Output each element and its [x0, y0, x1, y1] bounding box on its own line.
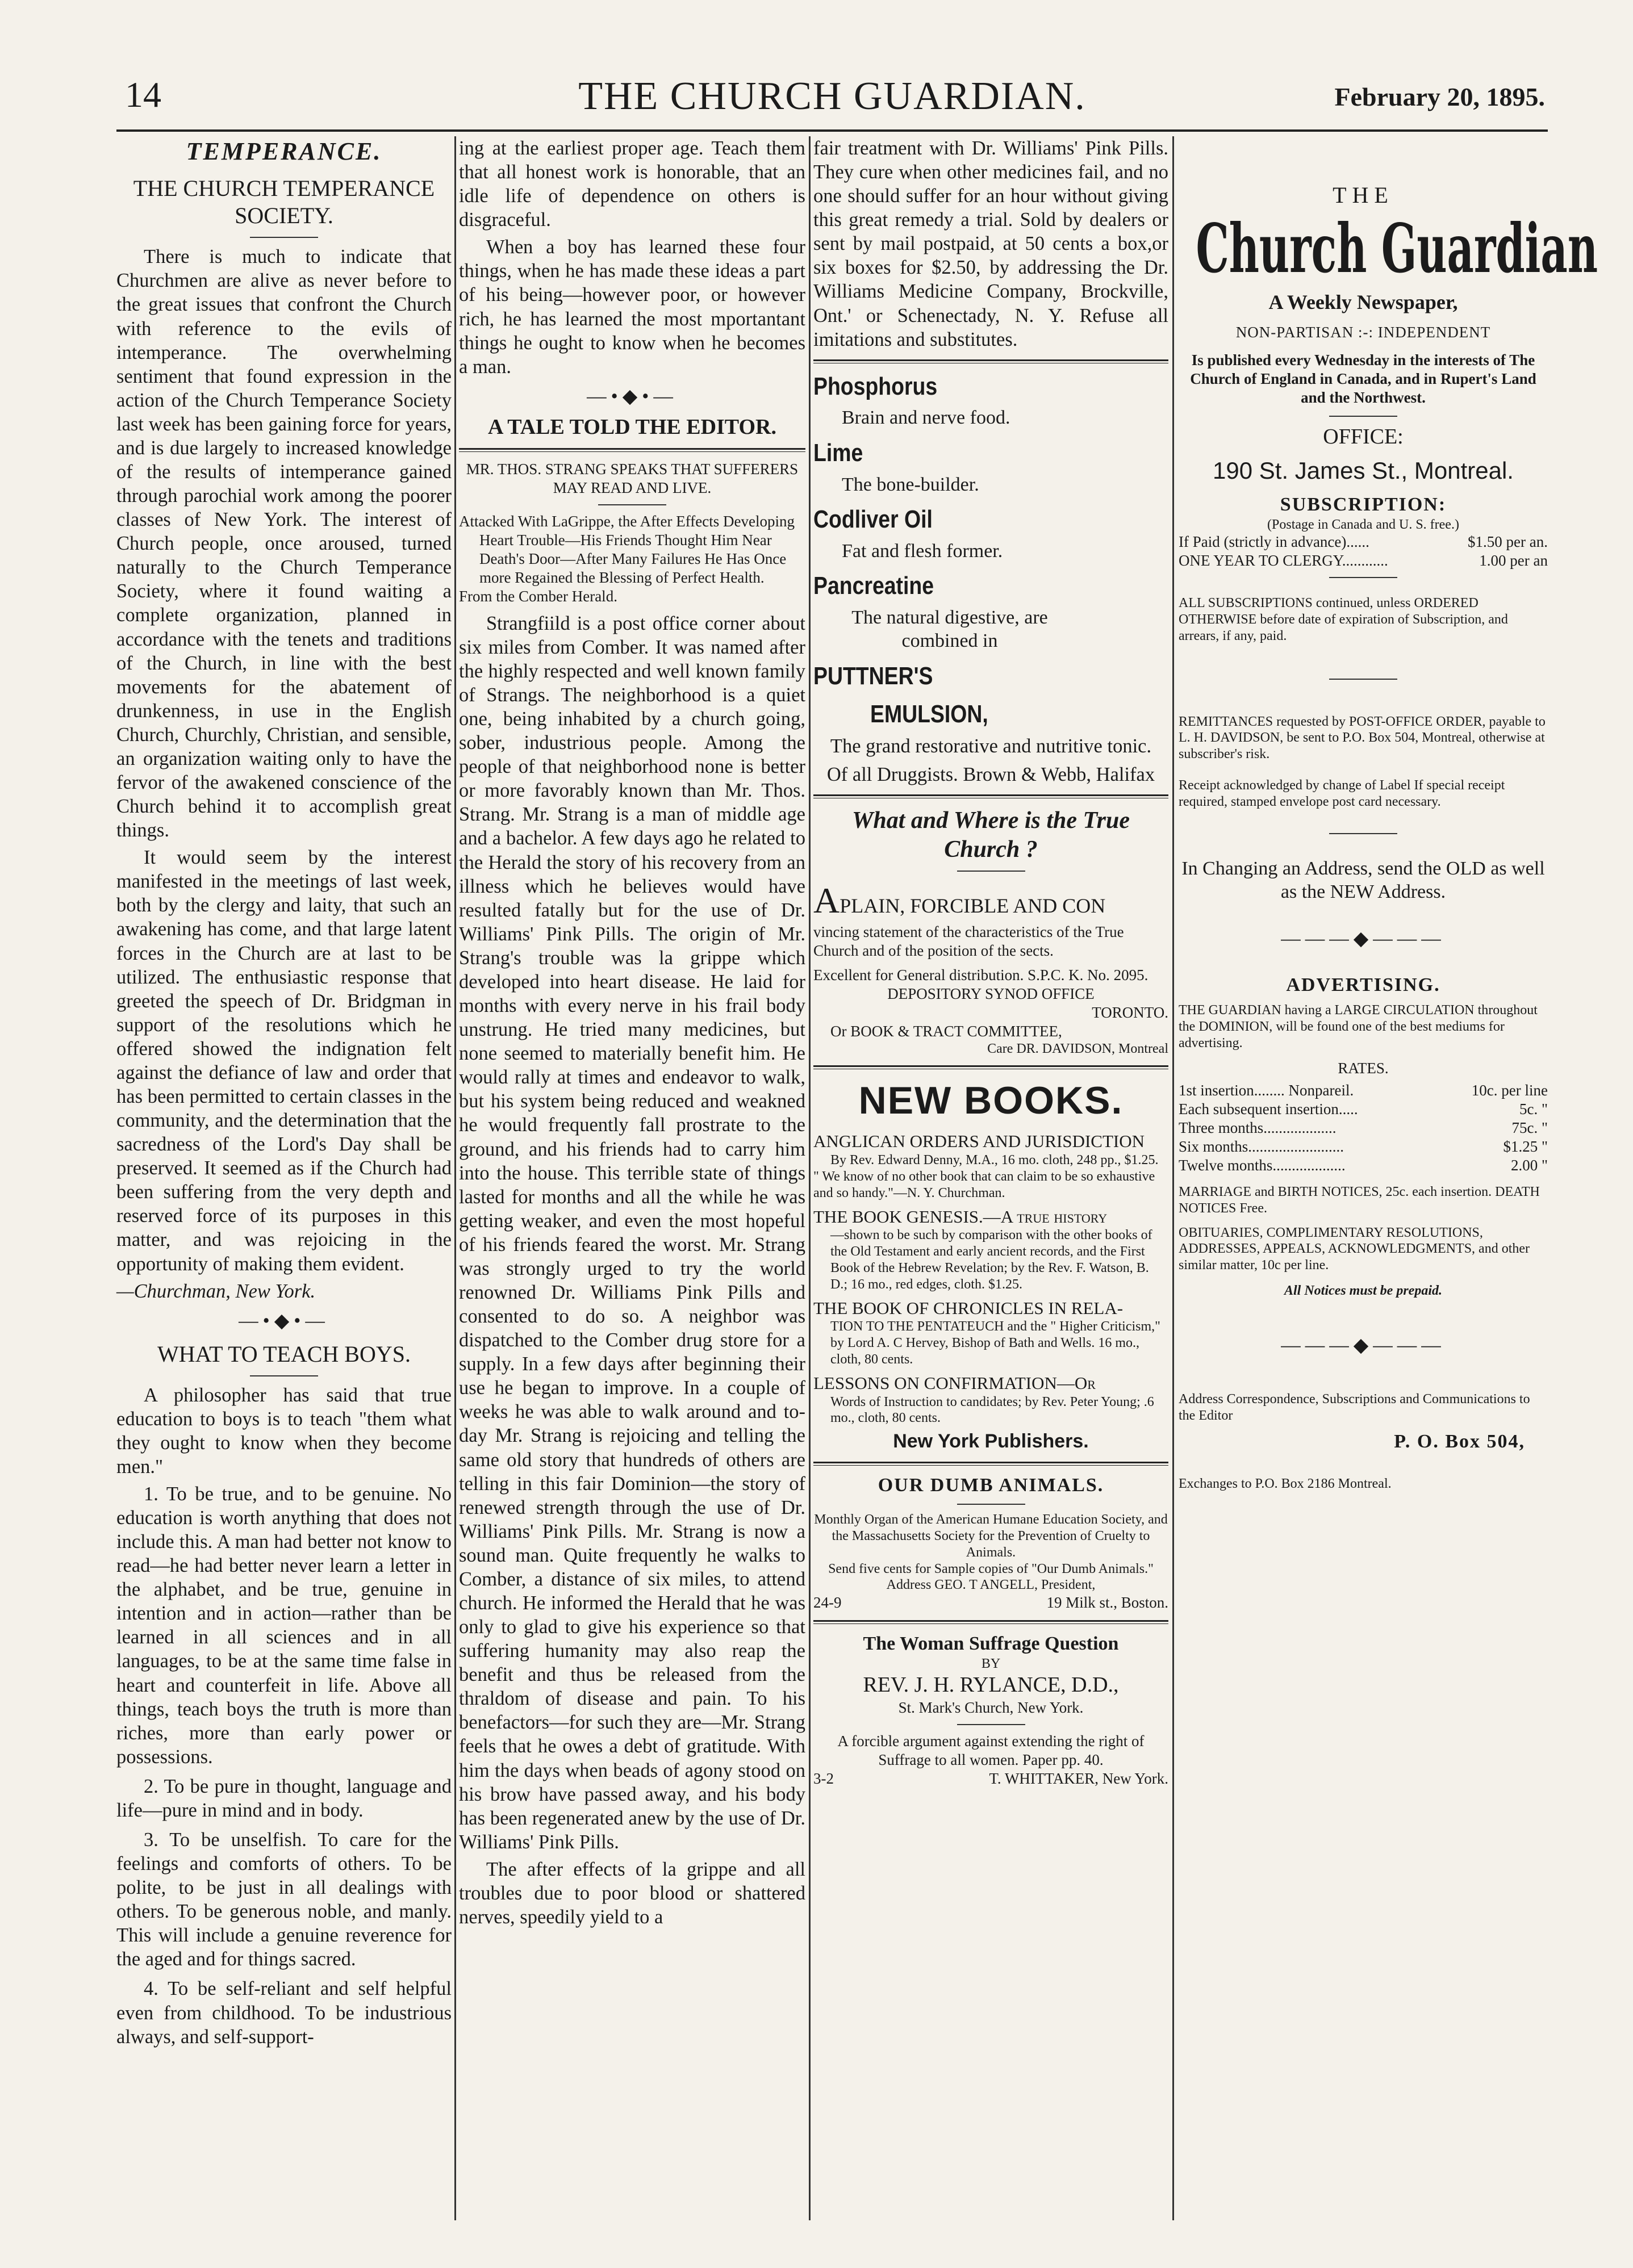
rates-heading: RATES.: [1338, 1060, 1389, 1077]
suffrage-body: A forcible argument against extending the right of Suffrage to all women. Paper pp. 40.: [837, 1732, 1145, 1768]
column-rule: [454, 136, 456, 2220]
depository-label: DEPOSITORY SYNOD OFFICE: [887, 985, 1095, 1002]
marriage-note: MARRIAGE and BIRTH NOTICES, 25c. each insertion. DEATH NOTICES Free.: [1179, 1185, 1540, 1216]
rate-row: [1179, 1137, 1548, 1156]
advertising-body: THE GUARDIAN having a LARGE CIRCULATION throughout the DOMINION, will be found one of the best mediums for advertising.: [1179, 1003, 1538, 1051]
article-subtitle: MR. THOS. STRANG SPEAKS THAT SUFFERERS MAY READ AND LIVE.: [466, 461, 799, 497]
depository-city: TORONTO.: [1092, 1003, 1168, 1021]
article-source: From the Comber Herald.: [459, 587, 617, 605]
double-rule: [813, 794, 1168, 798]
ad-item-desc: The bone-builder.: [842, 474, 979, 495]
rate-value: 1.00 per an: [1479, 552, 1548, 570]
advertising-heading: ADVERTISING.: [1286, 974, 1440, 995]
divider: [1329, 416, 1397, 417]
ad-tagline: The grand restorative and nutritive tonic.: [830, 735, 1152, 758]
rate-value: $1.50 per an.: [1468, 533, 1548, 551]
masthead-the: THE: [1333, 182, 1394, 208]
obituaries-note: OBITUARIES, COMPLIMENTARY RESOLUTIONS, ADDRESSES, APPEALS, ACKNOWLEDGMENTS, and other similar matter, 10c per line.: [1179, 1225, 1530, 1273]
article-deck: Attacked With LaGrippe, the After Effects Developing Heart Trouble—His Friends Thought Him Near Death's Door—After Many Failures He Has Once more Regained the Blessing of Perfect Health.: [459, 513, 795, 586]
dumb-address-row: [813, 1593, 1168, 1612]
article-source: —Churchman, New York.: [116, 1280, 316, 1302]
article-title: WHAT TO TEACH BOYS.: [157, 1341, 411, 1367]
column-1: [116, 136, 452, 2220]
column-3: [813, 136, 1168, 2220]
divider: [598, 504, 666, 505]
rate-label: Six months.........................: [1179, 1138, 1344, 1156]
page-number: 14: [125, 74, 161, 115]
divider: [957, 871, 1025, 872]
book-committee: Or BOOK & TRACT COMMITTEE,: [830, 1022, 1062, 1040]
rate-row: [1179, 1081, 1548, 1100]
book-title: THE BOOK GENESIS.—A true history: [813, 1206, 1108, 1227]
double-rule: [813, 359, 1168, 363]
exchanges-note: Exchanges to P.O. Box 2186 Montreal.: [1179, 1476, 1392, 1491]
office-label: OFFICE:: [1323, 425, 1404, 449]
weekly-label: A Weekly Newspaper,: [1268, 290, 1458, 313]
ad-item-name: Codliver Oil: [813, 505, 933, 533]
dumb-send: Send five cents for Sample copies of "Our Dumb Animals.": [828, 1561, 1154, 1576]
ornament-divider: ———◆———: [1281, 927, 1446, 949]
church-body: vincing statement of the characteristics of the True Church and of the position of the sects.: [813, 923, 1124, 960]
continued-note: ALL SUBSCRIPTIONS continued, unless ORDERED OTHERWISE before date of expiration of Subscription, and arrears, if any, paid.: [1179, 596, 1508, 643]
divider: [250, 237, 318, 238]
suffrage-publisher: T. WHITTAKER, New York.: [989, 1769, 1168, 1787]
list-item: 3. To be unselfish. To care for the feelings and comforts of others. To be polite, to be just in all dealings with others. To be generous noble, and manly. This will include a genuine reverence for the aged and for things sacred.: [116, 1828, 452, 1970]
column-2: [459, 136, 805, 2220]
ornament-divider: —•◆•—: [587, 385, 678, 407]
rate-label: Twelve months...................: [1179, 1157, 1346, 1174]
list-item: 2. To be pure in thought, language and life—pure in mind and in body.: [116, 1775, 452, 1821]
column-rule: [809, 136, 811, 2220]
article-title: THE CHURCH TEMPERANCE SOCIETY.: [133, 175, 435, 229]
dumb-code: 24-9: [813, 1594, 842, 1612]
rate-label: If Paid (strictly in advance)......: [1179, 533, 1369, 551]
ad-item-desc: Fat and flesh former.: [842, 540, 1003, 562]
prepaid-note: All Notices must be prepaid.: [1284, 1283, 1442, 1299]
church-lead: APLAIN, FORCIBLE AND CON: [813, 880, 1106, 921]
church-excellent: Excellent for General distribution. S.P.C. K. No. 2095.: [813, 966, 1148, 984]
ad-item-desc: Brain and nerve food.: [842, 407, 1010, 429]
changing-note: In Changing an Address, send the OLD as well as the NEW Address.: [1181, 857, 1545, 903]
rate-label: Each subsequent insertion.....: [1179, 1100, 1358, 1118]
rate-value: 10c. per line: [1471, 1082, 1548, 1099]
article-paragraph: A philosopher has said that true education to boys is to teach "them what they ought to know when they become men.": [116, 1384, 452, 1478]
issue-date: February 20, 1895.: [1334, 82, 1545, 111]
article-title: The Woman Suffrage Question: [863, 1633, 1119, 1655]
double-rule: [813, 1462, 1168, 1466]
article-paragraph: Strangfiild is a post office corner about six miles from Comber. It was named after the highly respected and well known family of Strangs. The neighborhood is a quiet one, being inhabited by a church going, sober, industrious people. Among the people of that neighborhood none is better or more favorably known than Mr. Thos. Strang. Mr. Strang is a man of middle age and a bachelor. A few days ago he related to the Herald the story of his recovery from an illness which he believes would have resulted fatally but for the use of Dr. Williams' Pink Pills. The origin of Mr. Strang's trouble was la grippe which developed into heart disease. He laid for months with every nerve in his frail body unstrung. He tried many medicines, but none seemed to materially benefit him. He would rally at times and endeavor to walk, but his system being reduced and weakned he would frequently fall prostrate to the ground, and his friends had to carry him into the house. This terrible state of things lasted for months and all the while he was getting weaker, and even the most hopeful of his friends feared the worst. Mr. Strang was strongly urged to try the world renowned Dr. Williams Pink Pills and consented to do so. A neighbor was dispatched to the Comber drug store for a supply. In a few days after beginning their use he began to improve. In a couple of weeks he was able to walk around and to-day Mr. Strang is rejoicing and telling the same old story that hundreds of others are telling in this fair Dominion—the story of renewed strength through the use of Dr. Williams' Pink Pills. Mr. Strang is now a sound man. Quite frequently he walks to Comber, a distance of six miles, to attend church. He informed the Herald that he was only to glad to give his experience so that suffering humanity may also reap the benefit and thus be released from the thraldom of disease and pain. To his benefactors—for such they are—Mr. Strang feels that he owes a debt of gratitude. With him the days when beads of agony stood on his brow have passed away, and his body has been regenerated anew by the use of Dr. Williams' Pink Pills.: [459, 612, 805, 1853]
rate-row: [1179, 1156, 1548, 1175]
suffrage-footer: [813, 1769, 1168, 1788]
page-header: [119, 74, 1545, 136]
publisher-name: New York Publishers.: [893, 1430, 1089, 1453]
article-paragraph: There is much to indicate that Churchmen are alive as never before to the great issues that confront the Church with reference to the evils of intemperance. The overwhelming sentiment that found expression in the action of the Church Temperance Society last week has been gaining force for years, and is due largely to increased knowledge of the results of intemperance gained through parochial work among the poorer classes of New York. The interest of Church people, once aroused, turned naturally to the Church Temperance Society, where it found waiting a complete organization, planned in accordance with the tenets and traditions of the Church, in line with the best movements for the abatement of drunkenness, in use in the English Church, Churchly, Christian, and sensible, an organization waiting only to have the fervor of the awakened conscience of the Church behind it to accomplish great things.: [116, 246, 452, 842]
new-books-heading: NEW BOOKS.: [858, 1078, 1124, 1122]
divider: [1329, 833, 1397, 834]
divider: [957, 1504, 1025, 1505]
dumb-body: Monthly Organ of the American Humane Education Society, and the Massachusetts Society for the Prevention of Cruelty to Animals.: [814, 1512, 1168, 1560]
emulsion-advertisement: [813, 371, 1168, 787]
double-rule: [459, 448, 805, 452]
list-item: 4. To be self-reliant and self helpful even from childhood. To be industrious always, and self-support-: [116, 1978, 452, 2048]
address-correspondence: Address Correspondence, Subscriptions and Communications to the Editor: [1179, 1391, 1530, 1423]
newspaper-title: THE CHURCH GUARDIAN.: [578, 74, 1086, 118]
rate-row: [1179, 533, 1548, 551]
ornament-divider: ———◆———: [1281, 1334, 1446, 1356]
double-rule: [813, 1065, 1168, 1069]
published-note: Is published every Wednesday in the interests of The Church of England in Canada, and in Rupert's Land and the Northwest.: [1190, 351, 1536, 406]
postage-note: (Postage in Canada and U. S. free.): [1267, 517, 1459, 532]
article-paragraph: ing at the earliest proper age. Teach them that all honest work is honorable, that an idle life of dependence on others is disgraceful.: [459, 137, 805, 231]
ad-item-name: Lime: [813, 438, 863, 467]
rate-label: Three months...................: [1179, 1119, 1337, 1137]
receipt-note: Receipt acknowledged by change of Label If special receipt required, stamped envelope post card necessary.: [1179, 777, 1505, 809]
suffrage-by: BY: [981, 1656, 1001, 1671]
rate-value: 75c. ": [1511, 1119, 1548, 1137]
rate-label: ONE YEAR TO CLERGY............: [1179, 552, 1388, 570]
suffrage-code: 3-2: [813, 1769, 834, 1787]
article-title: OUR DUMB ANIMALS.: [878, 1474, 1104, 1496]
rate-row: [1179, 1119, 1548, 1137]
article-paragraph: The after effects of la grippe and all troubles due to poor blood or shattered nerves, speedily yield to a: [459, 1858, 805, 1928]
ornament-divider: —•◆•—: [239, 1309, 329, 1332]
rate-row: [1179, 1100, 1548, 1119]
double-rule: [813, 1620, 1168, 1624]
rate-value: 5c. ": [1519, 1100, 1548, 1118]
divider: [1329, 679, 1397, 680]
care-of: Care DR. DAVIDSON, Montreal: [987, 1041, 1168, 1056]
dumb-address: Address GEO. T ANGELL, President,: [886, 1577, 1096, 1593]
book-detail: Words of Instruction to candidates; by Rev. Peter Young; .6 mo., cloth, 80 cents.: [830, 1394, 1154, 1426]
ad-brand: EMULSION,: [870, 700, 988, 729]
rate-value: $1.25 ": [1503, 1138, 1548, 1156]
ad-druggists: Of all Druggists. Brown & Webb, Halifax: [826, 764, 1155, 786]
column-4: [1179, 136, 1598, 2220]
book-title: LESSONS ON CONFIRMATION—Or: [813, 1372, 1096, 1393]
po-box: P. O. Box 504,: [1394, 1430, 1525, 1452]
column-rule: [1172, 136, 1174, 2220]
book-detail: TION TO THE PENTATEUCH and the " Higher Criticism," by Lord A. C Hervey, Bishop of Bath and Wells. 16 mo., cloth, 80 cents.: [830, 1319, 1160, 1367]
nonpartisan-label: NON-PARTISAN :-: INDEPENDENT: [1235, 323, 1491, 341]
drop-cap: A: [813, 880, 840, 921]
book-list: [813, 1131, 1168, 1426]
rate-row: [1179, 551, 1548, 570]
list-item: 1. To be true, and to be genuine. No education is worth anything that does not include this. A man had better not know to read—he had better never learn a letter in the alphabet, and be true, genuine in intention and in action—rather than be learned in all sciences and in all languages, to be at the same time false in heart and counterfeit in life. Above all things, teach boys the truth is more than riches, more than early power or possessions.: [116, 1483, 452, 1768]
header-rule: [116, 129, 1548, 132]
book-title: ANGLICAN ORDERS AND JURISDICTION: [813, 1131, 1145, 1152]
divider: [250, 1375, 318, 1376]
ad-item-desc: The natural digestive, are combined in: [851, 606, 1048, 652]
book-detail: —shown to be such by comparison with the other books of the Old Testament and early ancient records, and the First Book of the Hebrew Revelation; by the Rev. F. Watson, B. D.; 16 mo., red edges, cloth. $1.25.: [830, 1228, 1152, 1292]
office-address: 190 St. James St., Montreal.: [1213, 457, 1514, 484]
book-title: THE BOOK OF CHRONICLES IN RELA-: [813, 1298, 1124, 1318]
divider: [1329, 577, 1397, 578]
ad-item-name: Phosphorus: [813, 372, 938, 400]
rate-value: 2.00 ": [1510, 1157, 1548, 1174]
suffrage-church: St. Mark's Church, New York.: [898, 1698, 1084, 1716]
book-quote: " We know of no other book that can claim to be so exhaustive and so handy."—N. Y. Churchman.: [813, 1169, 1155, 1200]
divider: [957, 1724, 1025, 1725]
article-paragraph: fair treatment with Dr. Williams' Pink Pills. They cure when other medicines fail, and no one should suffer for an hour without giving this great remedy a trial. Sold by dealers or sent by mail postpaid, at 50 cents a box,or six boxes for $2.50, by addressing the Dr. Williams Medicine Company, Brockville, Ont.' or Schenectady, N. Y. Refuse all imitations and substitutes.: [813, 137, 1168, 350]
dumb-street: 19 Milk st., Boston.: [1046, 1594, 1168, 1612]
ad-item-name: Pancreatine: [813, 572, 934, 600]
remittances-note: REMITTANCES requested by POST-OFFICE ORDER, payable to L. H. DAVIDSON, be sent to P.O. Box 504, Montreal, otherwise at subscriber's risk.: [1179, 714, 1546, 762]
article-title: A TALE TOLD THE EDITOR.: [488, 415, 776, 439]
article-paragraph: When a boy has learned these four things, when he has made these ideas a part of his being—however poor, or however rich, he has learned the most mportantant things he ought to know when he becomes a man.: [459, 236, 805, 378]
section-heading-temperance: TEMPERANCE.: [186, 137, 382, 165]
subscription-heading: SUBSCRIPTION:: [1280, 494, 1447, 516]
rate-label: 1st insertion........ Nonpareil.: [1179, 1082, 1354, 1099]
masthead-title: Church Guardian: [1196, 208, 1598, 288]
article-paragraph: It would seem by the interest manifested in the meetings of last week, both by the clergy and laity, that such an awakening has come, and that large latent forces in the Church are at last to be utilized. The enthusiastic response that greeted the speech of Dr. Bridgman in support of the resolutions which he offered showed the indignation felt against the defiance of law and order that has been permitted to certain classes in the community, and the determination that the sacredness of the Lord's Day shall be preserved. It seemed as if the Church had been suffering from the very depth and reserved force of its purposes in this matter, and was rejoicing in the opportunity of making them evident.: [116, 847, 452, 1275]
book-detail: By Rev. Edward Denny, M.A., 16 mo. cloth, 248 pp., $1.25.: [830, 1153, 1159, 1168]
article-title: What and Where is the True Church ?: [852, 807, 1130, 863]
suffrage-author: REV. J. H. RYLANCE, D.D.,: [863, 1673, 1119, 1697]
ad-brand: PUTTNER'S: [813, 662, 933, 690]
